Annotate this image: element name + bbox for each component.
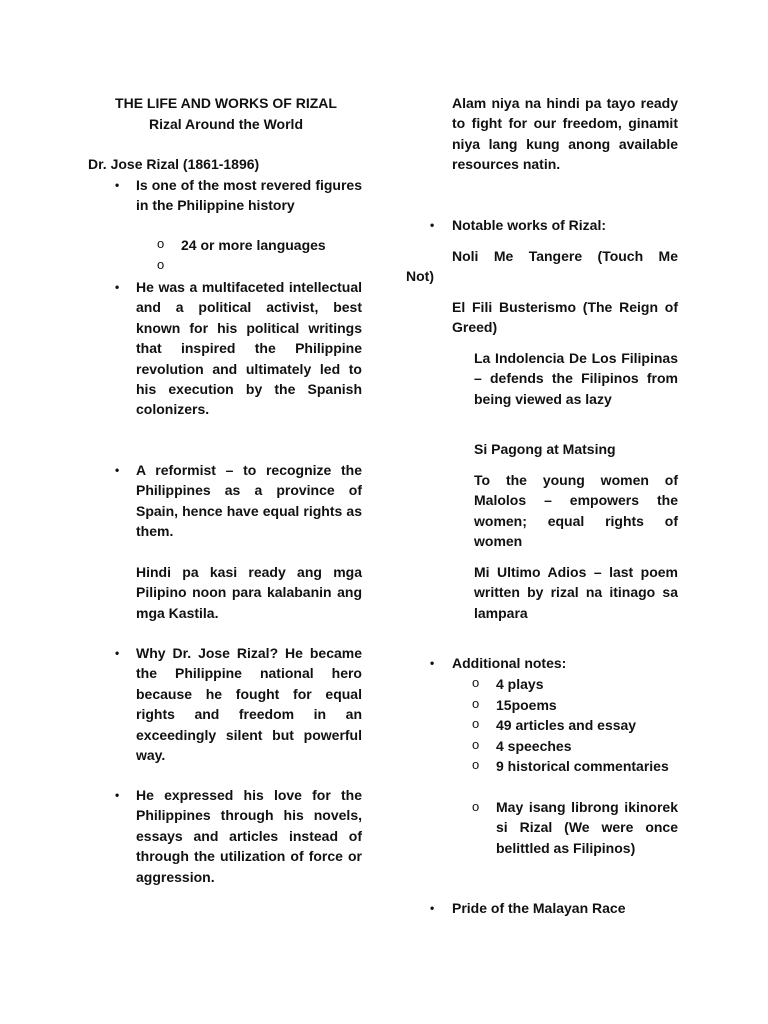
bullet-icon: • <box>430 656 435 670</box>
pride-heading: Pride of the Malayan Race <box>452 900 626 916</box>
work-ultimo-adios: Mi Ultimo Adios – last poem written by rizal na itinago sa lampara <box>474 564 678 621</box>
note-item: 4 plays <box>496 676 544 692</box>
work-malolos: To the young women of Malolos – empowers the women; equal rights of women <box>474 472 678 550</box>
circle-bullet-icon: o <box>472 757 480 772</box>
note-item: 4 speeches <box>496 738 572 754</box>
circle-bullet-icon: o <box>472 737 480 752</box>
circle-bullet-icon: o <box>472 696 480 711</box>
bullet-text-why-rizal: Why Dr. Jose Rizal? He became the Philippine national hero because he fought for equal rights and freedom in an exceedingly silent but powerful way. <box>136 645 362 764</box>
bullet-icon: • <box>430 218 435 232</box>
circle-bullet-icon: o <box>472 716 480 731</box>
bullet-icon: • <box>115 788 120 802</box>
bullet-note-tagalog: Hindi pa kasi ready ang mga Pilipino noon para kalabanin ang mga Kastila. <box>136 564 362 621</box>
bullet-text-multifaceted: He was a multifaceted intellectual and a political activist, best known for his political writings that inspired the Philippine revolution and ultimately led to his execution by the Spanish colonizers. <box>136 279 362 418</box>
intro-paragraph: Alam niya na hindi pa tayo ready to fight for our freedom, ginamit niya lang kung anong available resources natin. <box>452 95 678 173</box>
additional-notes-heading: Additional notes: <box>452 655 567 671</box>
circle-bullet-icon: o <box>472 675 480 690</box>
bullet-icon: • <box>115 646 120 660</box>
work-pagong: Si Pagong at Matsing <box>474 441 616 457</box>
note-item: 15poems <box>496 697 557 713</box>
section-heading: Dr. Jose Rizal (1861-1896) <box>88 156 260 172</box>
bullet-icon: • <box>115 463 120 477</box>
document-subtitle: Rizal Around the World <box>149 116 303 132</box>
work-indolencia: La Indolencia De Los Filipinas – defends the Filipinos from being viewed as lazy <box>474 350 678 407</box>
circle-bullet-icon: o <box>157 257 165 272</box>
work-fili: El Fili Busterismo (The Reign of Greed) <box>452 299 678 336</box>
document-title: THE LIFE AND WORKS OF RIZAL <box>115 95 337 111</box>
note-item: May isang librong ikinorek si Rizal (We were once belittled as Filipinos) <box>496 799 678 856</box>
circle-bullet-icon: o <box>472 799 480 814</box>
bullet-text-reformist: A reformist – to recognize the Philippines as a province of Spain, hence have equal rights as them. <box>136 462 362 540</box>
bullet-icon: • <box>115 280 120 294</box>
note-item: 49 articles and essay <box>496 717 637 733</box>
sub-item-languages: 24 or more languages <box>181 237 326 253</box>
work-noli-continued: Not) <box>406 268 434 284</box>
bullet-text-revered: Is one of the most revered figures in the Philippine history <box>136 177 362 214</box>
note-item: 9 historical commentaries <box>496 758 669 774</box>
notable-works-heading: Notable works of Rizal: <box>452 217 607 233</box>
work-noli: Noli Me Tangere (Touch Me <box>452 248 678 264</box>
bullet-text-love-philippines: He expressed his love for the Philippines through his novels, essays and articles instead of through the utilization of force or aggression. <box>136 787 362 885</box>
circle-bullet-icon: o <box>157 236 165 251</box>
bullet-icon: • <box>115 178 120 192</box>
bullet-icon: • <box>430 901 435 915</box>
